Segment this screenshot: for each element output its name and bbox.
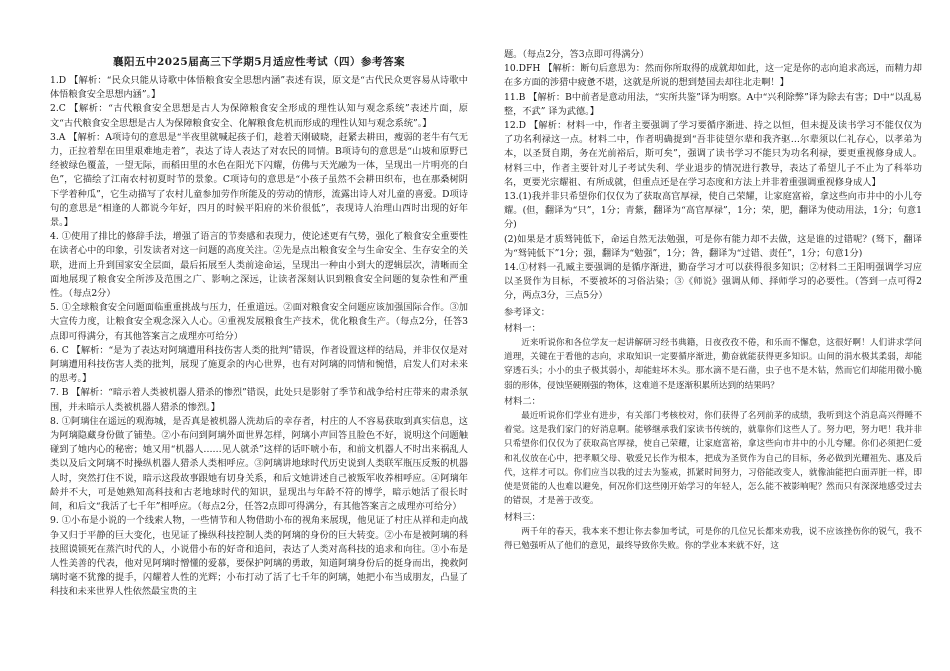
answer-item: 11.B 【解析：B中前者是意动用法，“实所共鉴”译为明察。A中“兴利除弊”译为除去有害；D中“以乱易整，不武” 译为武德。】: [504, 91, 922, 117]
left-column: [50, 0, 468, 671]
material-1-text: 近来听说你和各位学友一起讲解研习经书典籍，日夜孜孜不倦，和乐而不懈怠，这很好啊！人们讲求学问道理，关键在于看他的志向，求取知识一定要循序渐进，勤奋就能获得更多知识。山间的涓水极其柔弱，却能穿透石头；小小的虫子极其弱小，却能蛀坏木头。那水滴不是石凿，虫子也不是木钻，然而它们却能用微小脆弱的形体，侵蚀坚硬刚强的物体，这难道不是逐渐积累所达到的结果吗？: [504, 338, 922, 391]
answer-item: 2.C 【解析：“古代粮食安全思想是古人为保障粮食安全形成的理性认知与观念系统”表述片面，原文“古代粮食安全思想是古人为保障粮食安全、化解粮食危机而形成的理性认知与观念系统”。】: [50, 103, 468, 129]
answer-item: 10.DFH 【解析：断句后意思为：然而你所取得的成就却如此，这一定是你的志向追求高远，而精力却在多方面的涉猎中疲惫不堪，这就是所说的想到楚国去却往北走啊！】: [504, 63, 922, 89]
material-2-text: 最近听说你们学业有进步，有关部门考核校对，你们获得了名列前茅的成绩，我听到这个消息高兴得睡不着觉。这是我们家门的好消息啊。能够继承我们家读书传统的，就靠你们这些人了。努力吧，努力吧！我并非只希望你们仅仅为了获取高官厚禄，使自己荣耀，让家庭富裕，拿这些向市井中的小儿夸耀。你们必须把仁爱和礼仪放在心中，把孝顺父母、敬爱兄长作为根本，把成为圣贤作为自己的目标，务必做到光耀祖先、惠及后代，这样才可以。你们应当以我的过去为鉴戒，抓紧时间努力，习俗能改变人，就像油能把白面弄脏一样，即使是贤能的人也难以避免，何况你们这些刚开始学习的年轻人，怎么能不被影响呢？然而只有深深地感受过去的错误，才是善于改变。: [504, 411, 922, 507]
answer-item: 13.(1)我并非只希望你们仅仅为了获取高官厚禄，使自己荣耀，让家庭富裕，拿这些向市井中的小儿夸耀。(但，翻译为“只”，1分；青紫，翻译为“高官厚禄”，1分；荣，肥，翻译为使动用法，1分；句意1分): [504, 191, 922, 231]
answer-item: 8. ①阿璃住在遥远的观海城，是否真是被机器人洗劫后的幸存者，村庄的人不容易获取到真实信息，这为阿璃隐藏身份做了铺垫。②小布问到阿璃外面世界怎样，阿璃小声回答且脸色不好，说明这个问题触碰到了她内心的秘密；她又用“机器人……见人就杀”这样的话吓唬小布，和前文机器人不时出来祸乱人类以及后文阿璃不时操纵机器人猎杀人类相呼应。③阿璃讲地球时代历史说到人类联军瓶压反叛的机器人时，突然打住不说，暗示这段故事跟她有切身关系，和后文她讲述自己被叛军收养相呼应。④阿璃年龄并不大，可是她熟知高科技和古老地球时代的知识，显现出与年龄不符的博学，暗示她活了很长时间，和后文“我活了七千年”相呼应。（每点2分，任答2点即可得满分，有其他答案言之成理亦可给分）: [50, 415, 468, 513]
answer-item: 4. ①使用了排比的修辞手法，增强了语言的节奏感和表现力，使论述更有气势，强化了粮食安全重要性在读者心中的印象，引发读者对这一问题的高度关注。②先是点出粮食安全与生命安全、生存安全的关联，进而上升到国家安全层面，最后拓展至人类前途命运，呈现出一种由小到大的逻辑层次，清晰而全面地展现了粮食安全所涉及范围之广、影响之深远，让读者深刻认识到粮食安全问题的复杂性和严重性。（每点2分）: [50, 231, 468, 300]
material-2-label: 材料二：: [504, 395, 541, 407]
answer-item: 14.①材料一孔臧主要强调的是循序渐进，勤奋学习才可以获得很多知识；②材料二王阳明强调学习应以圣贤作为目标，不要被坏的习俗沾染；③《师说》强调从师、择师学习的必要性。（答到一点可得2分，两点3分，三点5分）: [504, 262, 922, 302]
answer-item: (2)如果是才质驽钝低下，命运自然无法勉强，可是你有能力却不去做，这是谁的过错呢？(驽下，翻译为“驽钝低下”1分；强，翻译为“勉强”，1分；咎，翻译为“过错、责任”，1分；句意1分): [504, 233, 922, 259]
answer-item: 12.D 【解析：材料一中，作者主要强调了学习要循序渐进、持之以恒，但未提及读书学习不能仅仅为了功名利禄这一点。材料二中，作者明确提到“吾非徒望尔辈和我齐驱…尔辈须以仁礼存心，以孝弟为本，以圣贤自期，务在光前裕后，斯可矣”，强调了读书学习不能只为功名利禄，要更重视修身成人。材料三中，作者主要针对儿子考试失利、学业退步的情况进行教导，表达了希望儿子不止为了科举功名，更要光宗耀祖、有所成就，但重点还是在学习态度和方法上并非着重强调重视修身成人】: [504, 120, 922, 188]
answer-item: 7. B 【解析：“暗示着人类被机器人猎杀的惨烈”错误，此处只是影射了季节和战争给村庄带来的肃杀氛围，并未暗示人类被机器人猎杀的惨烈。】: [50, 387, 468, 413]
answer-item: 3.A 【解析：A项诗句的意思是“半夜里就喊起孩子们，趁着天刚破晓，赶紧去耕田，瘦弱的老牛有气无力，正拉着犁在田里艰难地走着”，表达了诗人表达了对农民的同情。B项诗句的意思是“山坡和原野已经被绿色覆盖，一望无际，而稻田里的水色在阳光下闪耀，仿佛与天光融为一体，呈现出一片明亮的白色”，它描绘了江南农村初夏时节的景象。C项诗句的意思是“小孩子虽然不会耕田织布，也在那桑树阴下学着种瓜”，它生动描写了农村儿童参加劳作所能及的劳动的情形，流露出诗人对儿童的喜爱。D项诗句的意思是“相逢的人都说今年好，四月的时候平阳府的米价很低”，表现诗人治理山西时出现的好年景。】: [50, 131, 468, 229]
material-1-label: 材料一：: [504, 322, 541, 334]
answer-item: 9. ①小布是小说的一个线索人物，一些情节和人物借助小布的视角来展现，他见证了村庄从祥和走向战争又归于平静的巨大变化，也见证了操纵科技控制人类的阿璃的身份的巨大转变。②小布是被阿璃的科技照谟锁死在蒸汽时代的人，小说借小布的好奇和追问，表达了人类对高科技的追求和向往。③小布是人性美善的代表，他对见阿璃时憎懂的爱慕，要保护阿璃的勇敢，知道阿璃身份后的挺身而出，挽救阿璃时毫不犹豫的提手，闪耀着人性的光辉；小布打动了活了七千年的阿璃，她把小布当成朋友，凸显了科技和未来世界人性依然最宝贵的主: [50, 515, 468, 598]
material-3-text: 两千年的春天，我本来不想让你去参加考试，可是你的几位兄长都来劝我，说不应该挫伤你的锐气，我不得已勉强听从了他们的意见，最终导致你失败。你的学业本来就不好，这: [504, 526, 922, 551]
right-column: [504, 0, 922, 671]
answer-item: 5. ①全球粮食安全问题面临重重挑战与压力，任重道远。②面对粮食安全问题应该加强国际合作。③加大宣传力度，让粮食安全观念深入人心。④重视发展粮食生产技术，优化粮食生产。（每点2分，任答3点即可得满分，有其他答案言之成理亦可给分）: [50, 302, 468, 342]
document-title: 襄阳五中2025届高三下学期5月适应性考试（四）参考答案: [112, 56, 406, 68]
answer-item: 6. C 【解析：“是为了表达对阿璃遭用科技伤害人类的批判”错误，作者设置这样的结局，并非仅仅是对阿璃遭用科技伤害人类的批判，展现了施夏余的内心世界，也有对阿璃的同情和惋惜，启发人们对未来的思考。】: [50, 344, 468, 385]
answer-item: 1.D 【解析：“民众只能从诗歌中体悟粮食安全思想内涵”表述有误，原文是“古代民众更容易从诗歌中体悟粮食安全思想内涵”。】: [50, 75, 468, 101]
reference-translation-label: 参考译文：: [504, 306, 550, 318]
material-3-label: 材料三：: [504, 511, 541, 523]
answer-item: 题。（每点2分，答3点即可得满分）: [504, 49, 649, 60]
